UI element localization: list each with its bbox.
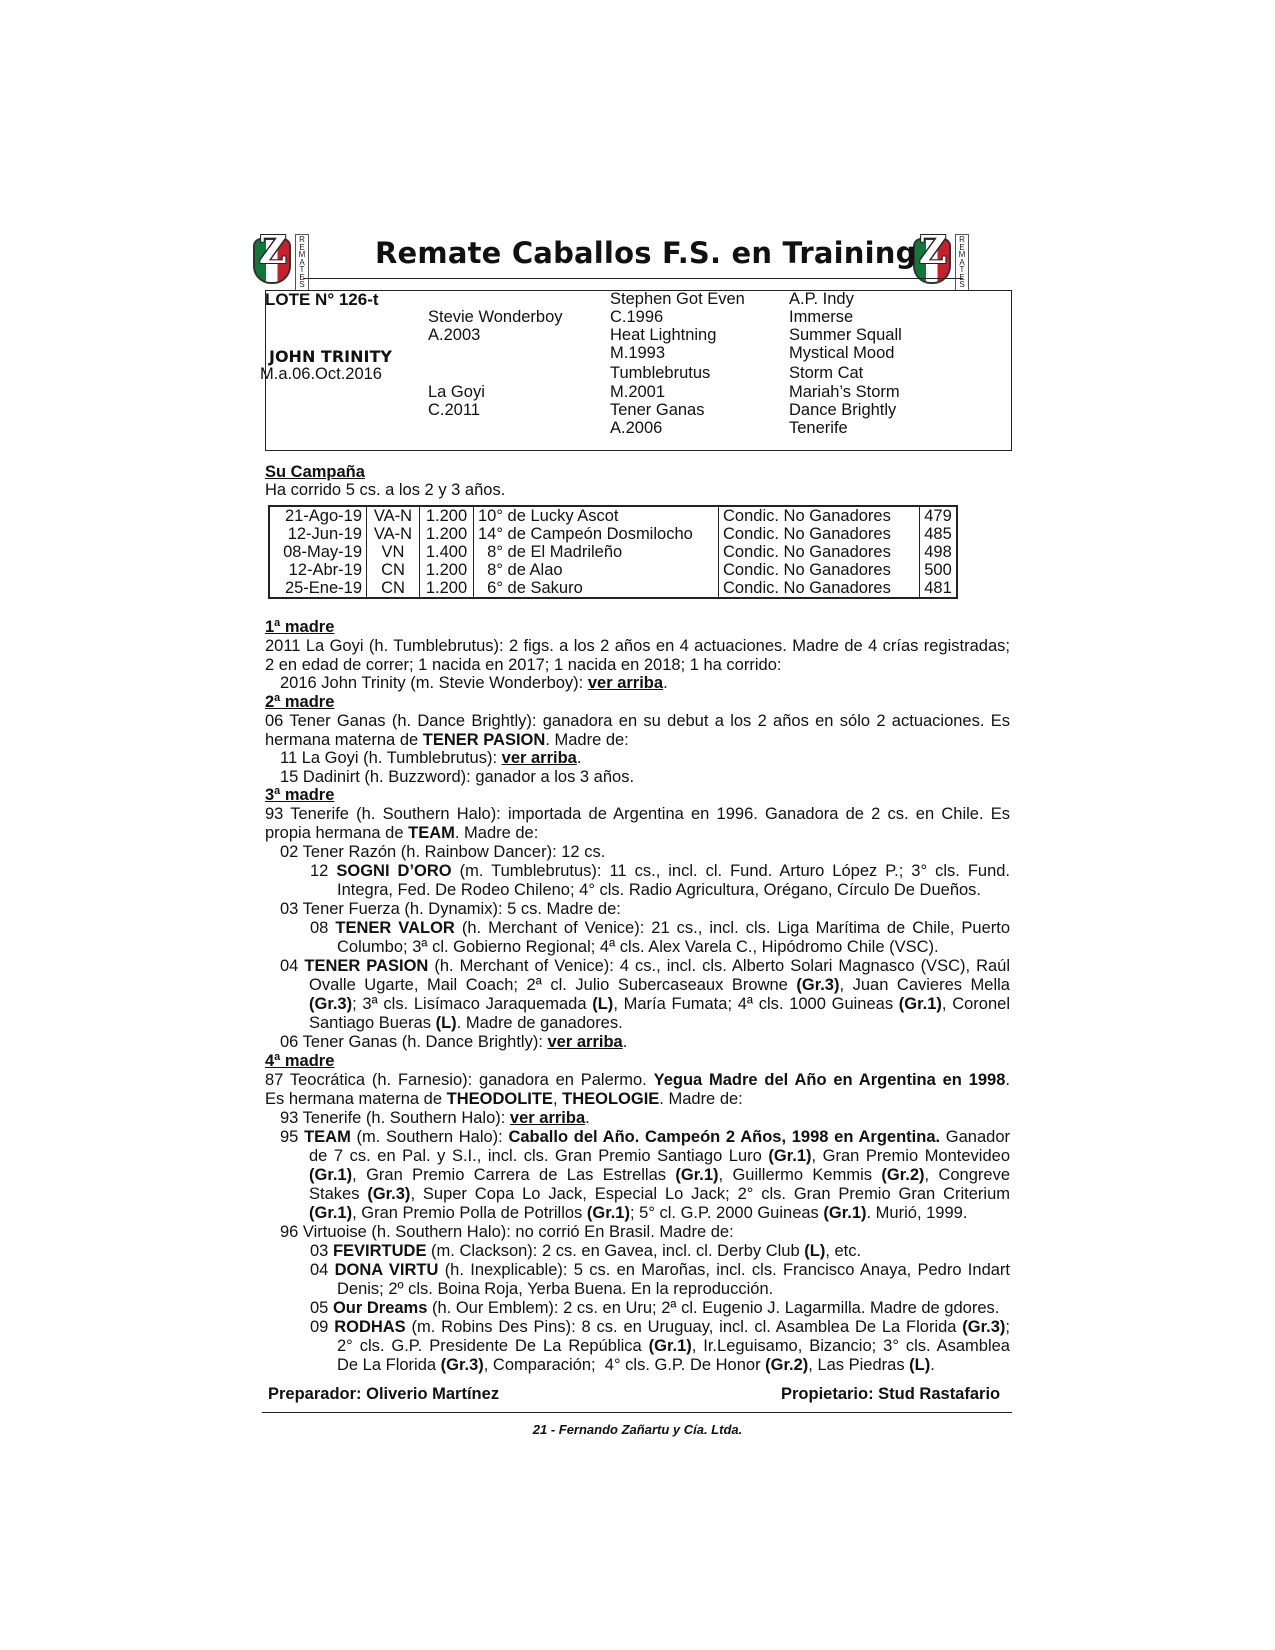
race-weight: 498 xyxy=(920,543,958,561)
body-line: (Gr.1), Gran Premio Carrera de Las Estrellas (Gr.1), Guillermo Kemmis (Gr.2), Congreve xyxy=(309,1166,1010,1184)
remates-logo-left: Z R E M A T E S xyxy=(253,234,311,286)
page-footer: 21 - Fernando Zañartu y Cía. Ltda. xyxy=(532,1422,743,1437)
race-date: 25-Ene-19 xyxy=(269,579,367,598)
body-line: (Gr.3); 3ª cls. Lisímaco Jaraquemada (L), María Fumata; 4ª cls. 1000 Guineas (Gr.1), Coronel xyxy=(309,995,1010,1013)
race-distance: 1.200 xyxy=(420,561,474,579)
race-weight: 485 xyxy=(920,525,958,543)
body-line: 96 Virtuoise (h. Southern Halo): no corrió En Brasil. Madre de: xyxy=(280,1223,734,1241)
body-line: 02 Tener Razón (h. Rainbow Dancer): 12 cs. xyxy=(280,843,606,861)
race-place: 10° de Lucky Ascot xyxy=(474,506,719,525)
race-condition: Condic. No Ganadores xyxy=(719,543,920,561)
body-line: 87 Teocrática (h. Farnesio): ganadora en Palermo. Yegua Madre del Año en Argentina en 1998. xyxy=(265,1071,1010,1089)
body-line: Ovalle Ugarte, Mail Coach; 2ª cl. Julio Subercaseaux Browne (Gr.3), Juan Cavieres Mella xyxy=(309,976,1010,994)
pedigree-box xyxy=(260,290,1012,451)
race-distance: 1.400 xyxy=(420,543,474,561)
gen2-item: Heat Lightning xyxy=(610,326,717,344)
body-line: 04 TENER PASION (h. Merchant of Venice): 4 cs., incl. cls. Alberto Solari Magnasco (VSC), Raúl xyxy=(280,957,1011,975)
gen3-item: Mystical Mood xyxy=(789,344,895,362)
body-line: 03 FEVIRTUDE (m. Clackson): 2 cs. en Gavea, incl. cl. Derby Club (L), etc. xyxy=(310,1242,862,1260)
logo-vertical-text: R E M A T E S xyxy=(295,234,309,291)
footer-rule xyxy=(262,1412,1012,1413)
race-track: CN xyxy=(367,561,420,579)
gen3-item: Tenerife xyxy=(789,419,848,437)
gen2-item: Tumblebrutus xyxy=(610,364,711,382)
sire-info: A.2003 xyxy=(428,326,481,344)
body-line: 09 RODHAS (m. Robins Des Pins): 8 cs. en Uruguay, incl. cl. Asamblea De La Florida (Gr.3); xyxy=(310,1318,1010,1336)
race-date: 12-Jun-19 xyxy=(269,525,367,543)
race-date: 12-Abr-19 xyxy=(269,561,367,579)
body-line: 08 TENER VALOR (h. Merchant of Venice): 21 cs., incl. cls. Liga Marítima de Chile, Puerto xyxy=(310,919,1011,937)
logo-vertical-text: R E M A T E S xyxy=(955,234,969,291)
race-date: 21-Ago-19 xyxy=(269,506,367,525)
table-row xyxy=(269,579,957,598)
dam-name: La Goyi xyxy=(428,383,485,401)
body-line: Stakes (Gr.3), Super Copa Lo Jack, Especial Lo Jack; 2° cls. Gran Premio Gran Criterium xyxy=(309,1185,1010,1203)
table-row xyxy=(269,561,957,579)
race-track: CN xyxy=(367,579,420,598)
gen3-item: Mariah’s Storm xyxy=(789,383,900,401)
table-row xyxy=(269,525,957,543)
gen3-item: Dance Brightly xyxy=(789,401,897,419)
sire-name: Stevie Wonderboy xyxy=(428,308,563,326)
body-line: 06 Tener Ganas (h. Dance Brightly): ver arriba. xyxy=(280,1033,628,1051)
remates-logo-right: Z R E M A T E S xyxy=(913,234,971,286)
body-line: 93 Tenerife (h. Southern Halo): importada de Argentina en 1996. Ganadora de 2 cs. en Chile. Es xyxy=(265,805,1010,823)
body-line: 06 Tener Ganas (h. Dance Brightly): ganadora en su debut a los 2 años en sólo 2 actuaciones. Es xyxy=(265,712,1010,730)
race-distance: 1.200 xyxy=(420,525,474,543)
horse-info: M.a.06.Oct.2016 xyxy=(260,365,382,383)
first-dam-heading: 1ª madre xyxy=(265,618,335,636)
body-line: De La Florida (Gr.3), Comparación; 4° cls. G.P. De Honor (Gr.2), Las Piedras (L). xyxy=(337,1356,935,1374)
fourth-dam-heading: 4ª madre xyxy=(265,1052,335,1070)
owner: Propietario: Stud Rastafario xyxy=(781,1385,1001,1403)
race-distance: 1.200 xyxy=(420,506,474,525)
body-line: 05 Our Dreams (h. Our Emblem): 2 cs. en Uru; 2ª cl. Eugenio J. Lagarmilla. Madre de gdores. xyxy=(310,1299,1000,1317)
gen3-item: Summer Squall xyxy=(789,326,902,344)
gen2-item: Tener Ganas xyxy=(610,401,705,419)
lot-number: LOTE N° 126-t xyxy=(265,290,379,309)
body-line: 2011 La Goyi (h. Tumblebrutus): 2 figs. a los 2 años en 4 actuaciones. Madre de 4 crías registradas; xyxy=(265,637,1010,655)
body-line: 15 Dadinirt (h. Buzzword): ganador a los 3 años. xyxy=(280,768,635,786)
race-track: VA-N xyxy=(367,506,420,525)
see-above-link: ver arriba xyxy=(547,1033,623,1051)
body-line: de 7 cs. en Pal. y S.I., incl. cls. Gran Premio Santiago Luro (Gr.1), Gran Premio Montevideo xyxy=(309,1147,1010,1165)
body-line: (Gr.1), Gran Premio Polla de Potrillos (Gr.1); 5° cl. G.P. 2000 Guineas (Gr.1). Murió, 1999. xyxy=(309,1204,968,1222)
see-above-link: ver arriba xyxy=(509,1109,586,1127)
gen3-item: Storm Cat xyxy=(789,364,864,382)
table-row xyxy=(269,506,957,525)
race-place: 6° de Sakuro xyxy=(474,579,719,598)
gen3-item: A.P. Indy xyxy=(789,290,854,308)
dam-info: C.2011 xyxy=(428,401,480,419)
second-dam-heading: 2ª madre xyxy=(265,693,335,711)
gen2-item: Stephen Got Even xyxy=(610,290,745,308)
see-above-link: ver arriba xyxy=(501,749,577,767)
race-distance: 1.200 xyxy=(420,579,474,598)
body-line: 95 TEAM (m. Southern Halo): Caballo del Año. Campeón 2 Años, 1998 en Argentina. Ganador xyxy=(280,1128,1011,1146)
body-line: Integra, Fed. De Rodeo Chileno; 4° cls. Radio Agricultura, Orégano, Círculo De Dueños. xyxy=(337,881,982,899)
table-row xyxy=(269,543,957,561)
body-line: 12 SOGNI D’ORO (m. Tumblebrutus): 11 cs., incl. cl. Fund. Arturo López P.; 3° cls. Fund. xyxy=(310,862,1011,880)
race-track: VA-N xyxy=(367,525,420,543)
race-place: 8° de El Madrileño xyxy=(474,543,719,561)
body-line: 93 Tenerife (h. Southern Halo): ver arriba. xyxy=(280,1109,590,1127)
trainer: Preparador: Oliverio Martínez xyxy=(268,1385,500,1403)
gen2-item: C.1996 xyxy=(610,308,664,326)
race-weight: 481 xyxy=(920,579,958,598)
gen3-item: Immerse xyxy=(789,308,854,326)
gen2-item: A.2006 xyxy=(610,419,663,437)
campaign-summary: Ha corrido 5 cs. a los 2 y 3 años. xyxy=(265,481,506,499)
gen2-item: M.2001 xyxy=(610,383,666,401)
body-line: Santiago Bueras (L). Madre de ganadores. xyxy=(309,1014,623,1032)
title-rule xyxy=(303,278,963,279)
third-dam-heading: 3ª madre xyxy=(265,786,335,804)
campaign-heading: Su Campaña xyxy=(265,463,365,481)
body-line: 2 en edad de correr; 1 nacida en 2017; 1 nacida en 2018; 1 ha corrido: xyxy=(265,656,782,674)
body-line: Es hermana materna de THEODOLITE, THEOLOGIE. Madre de: xyxy=(265,1090,743,1108)
gen2-item: M.1993 xyxy=(610,344,666,362)
race-weight: 500 xyxy=(920,561,958,579)
race-condition: Condic. No Ganadores xyxy=(719,561,920,579)
body-line: hermana materna de TENER PASION. Madre de: xyxy=(265,731,629,749)
race-place: 8° de Alao xyxy=(474,561,719,579)
body-line: 2° cls. G.P. Presidente De La República (Gr.1), Ir.Leguisamo, Bizancio; 3° cls. Asamblea xyxy=(337,1337,1010,1355)
race-weight: 479 xyxy=(920,506,958,525)
race-condition: Condic. No Ganadores xyxy=(719,506,920,525)
see-above-link: ver arriba xyxy=(587,674,664,692)
body-line: 11 La Goyi (h. Tumblebrutus): ver arriba. xyxy=(280,749,582,767)
page-title: Remate Caballos F.S. en Training xyxy=(375,236,917,270)
campaign-table xyxy=(268,505,958,599)
race-date: 08-May-19 xyxy=(269,543,367,561)
body-line: 03 Tener Fuerza (h. Dynamix): 5 cs. Madre de: xyxy=(280,900,621,918)
body-line: propia hermana de TEAM. Madre de: xyxy=(265,824,539,842)
race-track: VN xyxy=(367,543,420,561)
body-line: 04 DONA VIRTU (h. Inexplicable): 5 cs. en Maroñas, incl. cls. Francisco Anaya, Pedro Indart xyxy=(310,1261,1011,1279)
race-place: 14° de Campeón Dosmilocho xyxy=(474,525,719,543)
body-line: 2016 John Trinity (m. Stevie Wonderboy): ver arriba. xyxy=(280,674,668,692)
body-line: Columbo; 3ª cl. Gobierno Regional; 4ª cls. Alex Varela C., Hipódromo Chile (VSC). xyxy=(337,938,939,956)
race-condition: Condic. No Ganadores xyxy=(719,579,920,598)
horse-name: JOHN TRINITY xyxy=(269,347,392,366)
race-condition: Condic. No Ganadores xyxy=(719,525,920,543)
body-line: Denis; 2º cls. Boina Roja, Yerba Buena. En la reproducción. xyxy=(337,1280,774,1298)
